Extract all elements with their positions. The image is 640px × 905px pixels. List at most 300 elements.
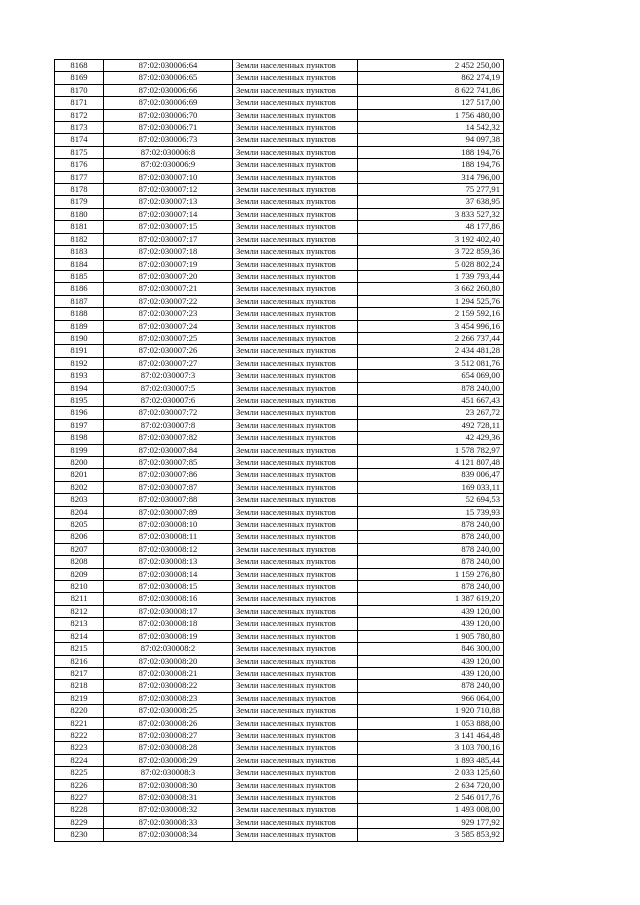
cadastral-value-cell: 2 266 737,44 bbox=[358, 332, 504, 344]
cadastral-number-cell: 87:02:030008:33 bbox=[104, 816, 233, 828]
table-row bbox=[55, 543, 504, 555]
cadastral-number-cell: 87:02:030006:64 bbox=[104, 60, 233, 72]
cadastral-number-cell: 87:02:030007:14 bbox=[104, 208, 233, 220]
row-number-cell: 8183 bbox=[55, 246, 104, 258]
cadastral-number-cell: 87:02:030007:8 bbox=[104, 419, 233, 431]
cadastral-number-cell: 87:02:030008:34 bbox=[104, 829, 233, 841]
row-number-cell: 8222 bbox=[55, 729, 104, 741]
table-row bbox=[55, 407, 504, 419]
cadastral-value-cell: 451 667,43 bbox=[358, 394, 504, 406]
cadastral-value-cell: 94 097,38 bbox=[358, 134, 504, 146]
cadastral-value-cell: 966 064,00 bbox=[358, 692, 504, 704]
land-registry-table bbox=[54, 59, 504, 842]
land-category-cell: Земли населенных пунктов bbox=[233, 767, 358, 779]
table-row bbox=[55, 754, 504, 766]
table-row bbox=[55, 630, 504, 642]
cadastral-value-cell: 878 240,00 bbox=[358, 382, 504, 394]
cadastral-number-cell: 87:02:030008:12 bbox=[104, 543, 233, 555]
land-category-cell: Земли населенных пунктов bbox=[233, 643, 358, 655]
row-number-cell: 8184 bbox=[55, 258, 104, 270]
cadastral-number-cell: 87:02:030006:9 bbox=[104, 159, 233, 171]
row-number-cell: 8190 bbox=[55, 332, 104, 344]
cadastral-number-cell: 87:02:030007:12 bbox=[104, 184, 233, 196]
cadastral-value-cell: 1 905 780,80 bbox=[358, 630, 504, 642]
table-row bbox=[55, 618, 504, 630]
land-category-cell: Земли населенных пунктов bbox=[233, 556, 358, 568]
table-row bbox=[55, 481, 504, 493]
land-category-cell: Земли населенных пунктов bbox=[233, 804, 358, 816]
cadastral-number-cell: 87:02:030008:27 bbox=[104, 729, 233, 741]
land-category-cell: Земли населенных пунктов bbox=[233, 60, 358, 72]
land-category-cell: Земли населенных пунктов bbox=[233, 407, 358, 419]
land-category-cell: Земли населенных пунктов bbox=[233, 332, 358, 344]
cadastral-number-cell: 87:02:030006:8 bbox=[104, 146, 233, 158]
cadastral-number-cell: 87:02:030008:21 bbox=[104, 667, 233, 679]
row-number-cell: 8199 bbox=[55, 444, 104, 456]
table-row bbox=[55, 208, 504, 220]
land-category-cell: Земли населенных пунктов bbox=[233, 742, 358, 754]
cadastral-number-cell: 87:02:030007:72 bbox=[104, 407, 233, 419]
row-number-cell: 8226 bbox=[55, 779, 104, 791]
cadastral-value-cell: 492 728,11 bbox=[358, 419, 504, 431]
table-row bbox=[55, 729, 504, 741]
land-category-cell: Земли населенных пунктов bbox=[233, 705, 358, 717]
land-category-cell: Земли населенных пунктов bbox=[233, 146, 358, 158]
table-row bbox=[55, 680, 504, 692]
cadastral-number-cell: 87:02:030008:22 bbox=[104, 680, 233, 692]
land-category-cell: Земли населенных пунктов bbox=[233, 816, 358, 828]
land-category-cell: Земли населенных пунктов bbox=[233, 84, 358, 96]
table-row bbox=[55, 246, 504, 258]
cadastral-value-cell: 8 622 741,86 bbox=[358, 84, 504, 96]
cadastral-value-cell: 3 192 402,40 bbox=[358, 233, 504, 245]
cadastral-value-cell: 48 177,86 bbox=[358, 221, 504, 233]
cadastral-value-cell: 5 028 802,24 bbox=[358, 258, 504, 270]
land-category-cell: Земли населенных пунктов bbox=[233, 729, 358, 741]
cadastral-value-cell: 1 387 619,20 bbox=[358, 593, 504, 605]
land-category-cell: Земли населенных пунктов bbox=[233, 308, 358, 320]
table-row bbox=[55, 109, 504, 121]
row-number-cell: 8201 bbox=[55, 469, 104, 481]
table-row bbox=[55, 370, 504, 382]
row-number-cell: 8213 bbox=[55, 618, 104, 630]
cadastral-number-cell: 87:02:030008:14 bbox=[104, 568, 233, 580]
land-category-cell: Земли населенных пунктов bbox=[233, 531, 358, 543]
cadastral-number-cell: 87:02:030007:86 bbox=[104, 469, 233, 481]
table-row bbox=[55, 444, 504, 456]
land-category-cell: Земли населенных пунктов bbox=[233, 171, 358, 183]
cadastral-number-cell: 87:02:030008:32 bbox=[104, 804, 233, 816]
cadastral-value-cell: 1 493 008,00 bbox=[358, 804, 504, 816]
row-number-cell: 8219 bbox=[55, 692, 104, 704]
cadastral-number-cell: 87:02:030008:11 bbox=[104, 531, 233, 543]
cadastral-number-cell: 87:02:030006:73 bbox=[104, 134, 233, 146]
land-category-cell: Земли населенных пунктов bbox=[233, 506, 358, 518]
cadastral-number-cell: 87:02:030007:23 bbox=[104, 308, 233, 320]
row-number-cell: 8212 bbox=[55, 605, 104, 617]
cadastral-number-cell: 87:02:030008:17 bbox=[104, 605, 233, 617]
cadastral-number-cell: 87:02:030007:3 bbox=[104, 370, 233, 382]
table-row bbox=[55, 146, 504, 158]
cadastral-number-cell: 87:02:030008:16 bbox=[104, 593, 233, 605]
cadastral-value-cell: 878 240,00 bbox=[358, 519, 504, 531]
table-row bbox=[55, 221, 504, 233]
cadastral-number-cell: 87:02:030008:2 bbox=[104, 643, 233, 655]
row-number-cell: 8168 bbox=[55, 60, 104, 72]
cadastral-number-cell: 87:02:030007:17 bbox=[104, 233, 233, 245]
table-row bbox=[55, 655, 504, 667]
row-number-cell: 8227 bbox=[55, 791, 104, 803]
land-category-cell: Земли населенных пунктов bbox=[233, 469, 358, 481]
cadastral-number-cell: 87:02:030008:19 bbox=[104, 630, 233, 642]
table-row bbox=[55, 705, 504, 717]
row-number-cell: 8187 bbox=[55, 295, 104, 307]
row-number-cell: 8182 bbox=[55, 233, 104, 245]
cadastral-value-cell: 42 429,36 bbox=[358, 432, 504, 444]
cadastral-number-cell: 87:02:030007:22 bbox=[104, 295, 233, 307]
cadastral-value-cell: 188 194,76 bbox=[358, 159, 504, 171]
row-number-cell: 8193 bbox=[55, 370, 104, 382]
row-number-cell: 8214 bbox=[55, 630, 104, 642]
land-category-cell: Земли населенных пунктов bbox=[233, 543, 358, 555]
land-category-cell: Земли населенных пунктов bbox=[233, 667, 358, 679]
cadastral-number-cell: 87:02:030008:13 bbox=[104, 556, 233, 568]
cadastral-number-cell: 87:02:030008:15 bbox=[104, 581, 233, 593]
row-number-cell: 8218 bbox=[55, 680, 104, 692]
table-row bbox=[55, 196, 504, 208]
land-category-cell: Земли населенных пунктов bbox=[233, 581, 358, 593]
cadastral-value-cell: 1 893 485,44 bbox=[358, 754, 504, 766]
table-row bbox=[55, 519, 504, 531]
row-number-cell: 8174 bbox=[55, 134, 104, 146]
land-category-cell: Земли населенных пунктов bbox=[233, 283, 358, 295]
cadastral-value-cell: 929 177,92 bbox=[358, 816, 504, 828]
row-number-cell: 8206 bbox=[55, 531, 104, 543]
row-number-cell: 8229 bbox=[55, 816, 104, 828]
cadastral-value-cell: 654 069,00 bbox=[358, 370, 504, 382]
cadastral-number-cell: 87:02:030008:31 bbox=[104, 791, 233, 803]
cadastral-number-cell: 87:02:030008:23 bbox=[104, 692, 233, 704]
table-row bbox=[55, 345, 504, 357]
table-body bbox=[55, 60, 504, 842]
cadastral-value-cell: 1 159 276,80 bbox=[358, 568, 504, 580]
land-category-cell: Земли населенных пунктов bbox=[233, 630, 358, 642]
cadastral-number-cell: 87:02:030007:6 bbox=[104, 394, 233, 406]
row-number-cell: 8210 bbox=[55, 581, 104, 593]
cadastral-number-cell: 87:02:030007:84 bbox=[104, 444, 233, 456]
land-category-cell: Земли населенных пунктов bbox=[233, 605, 358, 617]
cadastral-value-cell: 846 300,00 bbox=[358, 643, 504, 655]
row-number-cell: 8225 bbox=[55, 767, 104, 779]
row-number-cell: 8230 bbox=[55, 829, 104, 841]
table-row bbox=[55, 556, 504, 568]
land-category-cell: Земли населенных пунктов bbox=[233, 320, 358, 332]
table-row bbox=[55, 667, 504, 679]
cadastral-value-cell: 75 277,91 bbox=[358, 184, 504, 196]
table-row bbox=[55, 258, 504, 270]
row-number-cell: 8194 bbox=[55, 382, 104, 394]
table-row bbox=[55, 134, 504, 146]
cadastral-number-cell: 87:02:030007:24 bbox=[104, 320, 233, 332]
cadastral-number-cell: 87:02:030007:27 bbox=[104, 357, 233, 369]
table-row bbox=[55, 308, 504, 320]
table-row bbox=[55, 382, 504, 394]
row-number-cell: 8176 bbox=[55, 159, 104, 171]
row-number-cell: 8220 bbox=[55, 705, 104, 717]
cadastral-number-cell: 87:02:030007:82 bbox=[104, 432, 233, 444]
table-row bbox=[55, 816, 504, 828]
row-number-cell: 8170 bbox=[55, 84, 104, 96]
row-number-cell: 8200 bbox=[55, 457, 104, 469]
cadastral-number-cell: 87:02:030008:10 bbox=[104, 519, 233, 531]
row-number-cell: 8185 bbox=[55, 270, 104, 282]
table-row bbox=[55, 767, 504, 779]
row-number-cell: 8171 bbox=[55, 97, 104, 109]
table-row bbox=[55, 605, 504, 617]
row-number-cell: 8198 bbox=[55, 432, 104, 444]
land-category-cell: Земли населенных пунктов bbox=[233, 122, 358, 134]
table-row bbox=[55, 494, 504, 506]
cadastral-value-cell: 439 120,00 bbox=[358, 605, 504, 617]
land-category-cell: Земли населенных пунктов bbox=[233, 419, 358, 431]
row-number-cell: 8217 bbox=[55, 667, 104, 679]
cadastral-number-cell: 87:02:030008:26 bbox=[104, 717, 233, 729]
cadastral-number-cell: 87:02:030008:25 bbox=[104, 705, 233, 717]
cadastral-number-cell: 87:02:030007:88 bbox=[104, 494, 233, 506]
cadastral-number-cell: 87:02:030007:15 bbox=[104, 221, 233, 233]
table-row bbox=[55, 432, 504, 444]
table-row bbox=[55, 332, 504, 344]
cadastral-number-cell: 87:02:030006:70 bbox=[104, 109, 233, 121]
table-row bbox=[55, 469, 504, 481]
cadastral-number-cell: 87:02:030008:3 bbox=[104, 767, 233, 779]
table-row bbox=[55, 72, 504, 84]
table-row bbox=[55, 184, 504, 196]
cadastral-value-cell: 169 033,11 bbox=[358, 481, 504, 493]
cadastral-number-cell: 87:02:030008:18 bbox=[104, 618, 233, 630]
land-category-cell: Земли населенных пунктов bbox=[233, 159, 358, 171]
land-category-cell: Земли населенных пунктов bbox=[233, 208, 358, 220]
row-number-cell: 8180 bbox=[55, 208, 104, 220]
cadastral-value-cell: 878 240,00 bbox=[358, 556, 504, 568]
cadastral-value-cell: 23 267,72 bbox=[358, 407, 504, 419]
table-row bbox=[55, 829, 504, 841]
table-row bbox=[55, 60, 504, 72]
table-row bbox=[55, 581, 504, 593]
cadastral-value-cell: 878 240,00 bbox=[358, 581, 504, 593]
cadastral-value-cell: 862 274,19 bbox=[358, 72, 504, 84]
land-category-cell: Земли населенных пунктов bbox=[233, 295, 358, 307]
cadastral-number-cell: 87:02:030008:29 bbox=[104, 754, 233, 766]
cadastral-value-cell: 2 033 125,60 bbox=[358, 767, 504, 779]
land-category-cell: Земли населенных пунктов bbox=[233, 457, 358, 469]
cadastral-value-cell: 37 638,95 bbox=[358, 196, 504, 208]
land-category-cell: Земли населенных пунктов bbox=[233, 717, 358, 729]
table-row bbox=[55, 270, 504, 282]
land-category-cell: Земли населенных пунктов bbox=[233, 519, 358, 531]
row-number-cell: 8205 bbox=[55, 519, 104, 531]
cadastral-number-cell: 87:02:030007:10 bbox=[104, 171, 233, 183]
table-row bbox=[55, 457, 504, 469]
cadastral-number-cell: 87:02:030007:87 bbox=[104, 481, 233, 493]
row-number-cell: 8216 bbox=[55, 655, 104, 667]
cadastral-value-cell: 1 294 525,76 bbox=[358, 295, 504, 307]
table-row bbox=[55, 159, 504, 171]
table-row bbox=[55, 357, 504, 369]
cadastral-value-cell: 439 120,00 bbox=[358, 655, 504, 667]
cadastral-value-cell: 3 722 859,36 bbox=[358, 246, 504, 258]
cadastral-value-cell: 2 634 720,00 bbox=[358, 779, 504, 791]
cadastral-value-cell: 439 120,00 bbox=[358, 618, 504, 630]
cadastral-number-cell: 87:02:030006:71 bbox=[104, 122, 233, 134]
cadastral-value-cell: 1 578 782,97 bbox=[358, 444, 504, 456]
cadastral-number-cell: 87:02:030007:18 bbox=[104, 246, 233, 258]
row-number-cell: 8188 bbox=[55, 308, 104, 320]
cadastral-value-cell: 2 159 592,16 bbox=[358, 308, 504, 320]
table-row bbox=[55, 97, 504, 109]
table-row bbox=[55, 295, 504, 307]
row-number-cell: 8204 bbox=[55, 506, 104, 518]
table-row bbox=[55, 643, 504, 655]
cadastral-value-cell: 3 662 260,80 bbox=[358, 283, 504, 295]
cadastral-value-cell: 878 240,00 bbox=[358, 543, 504, 555]
cadastral-number-cell: 87:02:030006:69 bbox=[104, 97, 233, 109]
land-category-cell: Земли населенных пунктов bbox=[233, 432, 358, 444]
row-number-cell: 8179 bbox=[55, 196, 104, 208]
cadastral-number-cell: 87:02:030007:5 bbox=[104, 382, 233, 394]
row-number-cell: 8181 bbox=[55, 221, 104, 233]
land-category-cell: Земли населенных пунктов bbox=[233, 246, 358, 258]
row-number-cell: 8195 bbox=[55, 394, 104, 406]
land-category-cell: Земли населенных пунктов bbox=[233, 692, 358, 704]
land-category-cell: Земли населенных пунктов bbox=[233, 779, 358, 791]
land-category-cell: Земли населенных пунктов bbox=[233, 754, 358, 766]
table-row bbox=[55, 568, 504, 580]
cadastral-value-cell: 1 053 888,00 bbox=[358, 717, 504, 729]
table-row bbox=[55, 283, 504, 295]
table-row bbox=[55, 84, 504, 96]
table-row bbox=[55, 171, 504, 183]
cadastral-value-cell: 878 240,00 bbox=[358, 531, 504, 543]
row-number-cell: 8186 bbox=[55, 283, 104, 295]
row-number-cell: 8207 bbox=[55, 543, 104, 555]
row-number-cell: 8228 bbox=[55, 804, 104, 816]
table-row bbox=[55, 506, 504, 518]
row-number-cell: 8177 bbox=[55, 171, 104, 183]
land-category-cell: Земли населенных пунктов bbox=[233, 568, 358, 580]
cadastral-value-cell: 52 694,53 bbox=[358, 494, 504, 506]
row-number-cell: 8172 bbox=[55, 109, 104, 121]
land-category-cell: Земли населенных пунктов bbox=[233, 184, 358, 196]
table-row bbox=[55, 531, 504, 543]
row-number-cell: 8178 bbox=[55, 184, 104, 196]
cadastral-number-cell: 87:02:030008:28 bbox=[104, 742, 233, 754]
row-number-cell: 8202 bbox=[55, 481, 104, 493]
table-row bbox=[55, 419, 504, 431]
cadastral-value-cell: 3 833 527,32 bbox=[358, 208, 504, 220]
table-row bbox=[55, 791, 504, 803]
land-category-cell: Земли населенных пунктов bbox=[233, 382, 358, 394]
cadastral-number-cell: 87:02:030006:65 bbox=[104, 72, 233, 84]
cadastral-value-cell: 3 585 853,92 bbox=[358, 829, 504, 841]
cadastral-value-cell: 4 121 807,48 bbox=[358, 457, 504, 469]
cadastral-value-cell: 839 006,47 bbox=[358, 469, 504, 481]
cadastral-value-cell: 3 454 996,16 bbox=[358, 320, 504, 332]
cadastral-value-cell: 15 739,93 bbox=[358, 506, 504, 518]
cadastral-number-cell: 87:02:030007:25 bbox=[104, 332, 233, 344]
row-number-cell: 8209 bbox=[55, 568, 104, 580]
row-number-cell: 8169 bbox=[55, 72, 104, 84]
cadastral-number-cell: 87:02:030007:19 bbox=[104, 258, 233, 270]
cadastral-number-cell: 87:02:030007:26 bbox=[104, 345, 233, 357]
cadastral-value-cell: 1 920 710,88 bbox=[358, 705, 504, 717]
land-category-cell: Земли населенных пунктов bbox=[233, 791, 358, 803]
land-category-cell: Земли населенных пунктов bbox=[233, 134, 358, 146]
land-category-cell: Земли населенных пунктов bbox=[233, 444, 358, 456]
land-category-cell: Земли населенных пунктов bbox=[233, 97, 358, 109]
cadastral-value-cell: 2 434 481,28 bbox=[358, 345, 504, 357]
cadastral-value-cell: 2 452 250,00 bbox=[358, 60, 504, 72]
table-row bbox=[55, 804, 504, 816]
cadastral-value-cell: 314 796,00 bbox=[358, 171, 504, 183]
row-number-cell: 8175 bbox=[55, 146, 104, 158]
land-category-cell: Земли населенных пунктов bbox=[233, 196, 358, 208]
land-category-cell: Земли населенных пунктов bbox=[233, 221, 358, 233]
land-category-cell: Земли населенных пунктов bbox=[233, 394, 358, 406]
land-category-cell: Земли населенных пунктов bbox=[233, 481, 358, 493]
cadastral-value-cell: 3 103 700,16 bbox=[358, 742, 504, 754]
cadastral-number-cell: 87:02:030007:21 bbox=[104, 283, 233, 295]
cadastral-value-cell: 3 512 081,76 bbox=[358, 357, 504, 369]
table-row bbox=[55, 233, 504, 245]
table-row bbox=[55, 779, 504, 791]
row-number-cell: 8191 bbox=[55, 345, 104, 357]
cadastral-value-cell: 14 542,32 bbox=[358, 122, 504, 134]
row-number-cell: 8196 bbox=[55, 407, 104, 419]
cadastral-value-cell: 878 240,00 bbox=[358, 680, 504, 692]
land-category-cell: Земли населенных пунктов bbox=[233, 655, 358, 667]
table-row bbox=[55, 692, 504, 704]
table-row bbox=[55, 593, 504, 605]
land-category-cell: Земли населенных пунктов bbox=[233, 370, 358, 382]
cadastral-value-cell: 1 739 793,44 bbox=[358, 270, 504, 282]
table-row bbox=[55, 717, 504, 729]
land-category-cell: Земли населенных пунктов bbox=[233, 829, 358, 841]
land-category-cell: Земли населенных пунктов bbox=[233, 593, 358, 605]
land-category-cell: Земли населенных пунктов bbox=[233, 270, 358, 282]
cadastral-value-cell: 1 756 480,00 bbox=[358, 109, 504, 121]
row-number-cell: 8224 bbox=[55, 754, 104, 766]
cadastral-number-cell: 87:02:030008:30 bbox=[104, 779, 233, 791]
row-number-cell: 8189 bbox=[55, 320, 104, 332]
land-category-cell: Земли населенных пунктов bbox=[233, 233, 358, 245]
cadastral-number-cell: 87:02:030007:85 bbox=[104, 457, 233, 469]
land-category-cell: Земли населенных пунктов bbox=[233, 494, 358, 506]
land-category-cell: Земли населенных пунктов bbox=[233, 680, 358, 692]
cadastral-number-cell: 87:02:030007:13 bbox=[104, 196, 233, 208]
cadastral-value-cell: 2 546 017,76 bbox=[358, 791, 504, 803]
table-row bbox=[55, 320, 504, 332]
cadastral-number-cell: 87:02:030007:20 bbox=[104, 270, 233, 282]
row-number-cell: 8221 bbox=[55, 717, 104, 729]
cadastral-value-cell: 439 120,00 bbox=[358, 667, 504, 679]
cadastral-number-cell: 87:02:030006:66 bbox=[104, 84, 233, 96]
cadastral-value-cell: 127 517,00 bbox=[358, 97, 504, 109]
table-row bbox=[55, 742, 504, 754]
land-category-cell: Земли населенных пунктов bbox=[233, 618, 358, 630]
land-category-cell: Земли населенных пунктов bbox=[233, 109, 358, 121]
land-category-cell: Земли населенных пунктов bbox=[233, 345, 358, 357]
